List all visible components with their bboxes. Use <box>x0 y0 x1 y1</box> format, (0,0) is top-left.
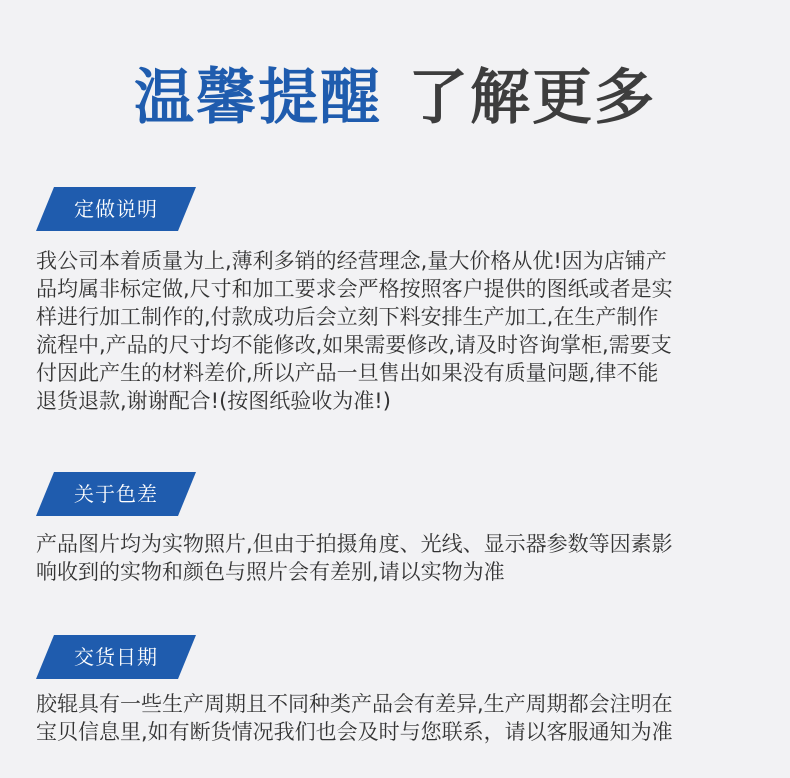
text-line: 我公司本着质量为上,薄利多销的经营理念,量大价格从优!因为店铺产 <box>36 249 667 273</box>
text-line: 响收到的实物和颜色与照片会有差别,请以实物为准 <box>36 560 505 584</box>
section-tag <box>36 472 196 516</box>
section-tag-label: 交货日期 <box>74 645 158 669</box>
section-tag-label: 定做说明 <box>74 197 158 221</box>
text-line: 付因此产生的材料差价,所以产品一旦售出如果没有质量问题,律不能 <box>36 361 659 385</box>
section-tag <box>36 187 196 231</box>
section-body <box>36 690 756 746</box>
text-line: 品均属非标定做,尺寸和加工要求会严格按照客户提供的图纸或者是实 <box>36 277 673 301</box>
text-line: 退货退款,谢谢配合!(按图纸验收为准!) <box>36 389 391 413</box>
text-line: 样进行加工制作的,付款成功后会立刻下料安排生产加工,在生产制作 <box>36 305 659 329</box>
page-title <box>0 62 790 134</box>
section-body <box>36 530 756 586</box>
title-highlight: 温馨提醒 <box>134 63 382 133</box>
text-line: 胶辊具有一些生产周期且不同种类产品会有差异,生产周期都会注明在 <box>36 692 673 716</box>
text-line: 产品图片均为实物照片,但由于拍摄角度、光线、显示器参数等因素影 <box>36 532 673 556</box>
section-tag <box>36 635 196 679</box>
title-subtext: 了解更多 <box>408 63 656 133</box>
section-tag-label: 关于色差 <box>74 482 158 506</box>
text-line: 宝贝信息里,如有断货情况我们也会及时与您联系，请以客服通知为准 <box>36 720 673 744</box>
section-body <box>36 247 756 415</box>
text-line: 流程中,产品的尺寸均不能修改,如果需要修改,请及时咨询掌柜,需要支 <box>36 333 672 357</box>
